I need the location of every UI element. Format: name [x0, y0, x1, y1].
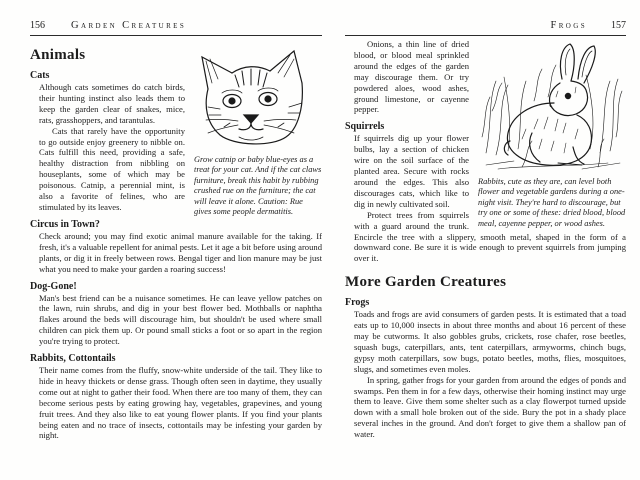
- subheading-cats: Cats: [30, 70, 50, 81]
- subheading-squirrels: Squirrels: [345, 121, 385, 133]
- paragraph: Cats that rarely have the opportunity to go outside enjoy greenery to nibble on. Cats fulfill this need, providing a safe, healthy distraction from nibbling on houseplants, some of which may be poisonous. Catnip, a perennial mint, is also a favorite of felines, who are stimulated by its leaves.: [39, 125, 185, 212]
- cat-figure-caption: Grow catnip or baby blue-eyes as a treat for your cat. And if the cat claws furniture, break this habit by rubbing crushed rue on the furniture; the cat will leave it alone. Caution: Rue gives some people dermatitis.: [194, 155, 322, 217]
- page-header-right: [345, 20, 626, 36]
- rabbit-figure-caption: Rabbits, cute as they are, can level both flower and vegetable gardens during a one-night visit. They're hard to discourage, but try one or some of these: dried blood, blood meal, cayenne pepper, or wood ashes.: [478, 177, 626, 228]
- page-number-right: 157: [611, 20, 626, 31]
- running-head-right: Frogs: [550, 20, 587, 31]
- paragraph: Protect trees from squirrels with a guard around the trunk. Encircle the tree with a slippery, smooth metal, shaped in the form of a downward cone. Be sure it is wide enough to prevent squirrels from jumping over it.: [354, 209, 626, 264]
- rabbit-illustration: [478, 41, 626, 173]
- page-right: [345, 20, 626, 440]
- cat-figure: [194, 49, 322, 217]
- heading-more-garden-creatures: More Garden Creatures: [345, 274, 507, 291]
- subheading-rabbits-cottontails: Rabbits, Cottontails: [30, 353, 116, 365]
- paragraph: Check around; you may find exotic animal manure available for the taking. If fresh, it's a valuable repellent for animal pests. Let it age a bit before using around plants, or dig it in freely between rows. Bengal tiger and lion manure may be just what you need to make your garden a roaring success!: [39, 230, 322, 274]
- subheading-dog-gone: Dog-Gone!: [30, 280, 77, 292]
- subheading-circus-in-town: Circus in Town?: [30, 218, 100, 230]
- page-left: [30, 20, 322, 441]
- page-header-left: [30, 20, 322, 36]
- heading-animals: Animals: [30, 47, 86, 63]
- paragraph: Although cats sometimes do catch birds, their hunting instinct also leads them to keep the garden clear of snakes, mice, rats, grasshoppers, and tarantulas.: [39, 82, 185, 125]
- paragraph: Man's best friend can be a nuisance sometimes. He can leave yellow patches on the lawn, ruin shrubs, and dig in your best flower bed. Mothballs or naphtha flakes around the beds will discourage him, but shouldn't be used where small children can pick them up. Or pound small sticks a foot or so apart in the region you're trying to protect.: [39, 292, 322, 347]
- page-number-left: 156: [30, 20, 45, 31]
- paragraph: If squirrels dig up your flower bulbs, lay a section of chicken wire on the soil surface of the planted area. Secure with rocks around the edges. This also discourages cats, which like to dig in newly cultivated soil.: [354, 133, 469, 209]
- rabbit-figure: [478, 41, 626, 229]
- page-right-content: [345, 39, 626, 440]
- paragraph: Onions, a thin line of dried blood, or blood meal sprinkled around the edges of the garden may discourage them. Or try powdered aloes, wood ashes, ground limestone, or cayenne pepper.: [354, 39, 469, 115]
- paragraph: Their name comes from the fluffy, snow-white underside of the tail. They like to hide in heavy thickets or dense grass. Though often seen in daytime, they usually come out at night to gather their food. When there are too many of them, they can become serious pests by eating growing hay, vegetables, grapevines, and young fruit trees. And they also like to eat young flower plants. If you find your plants being eaten and no trace of insects, cottontails may be infesting your garden by night.: [39, 365, 322, 441]
- section-frogs: [354, 309, 626, 440]
- page-left-content: [30, 47, 322, 441]
- section-dog: [39, 293, 322, 348]
- cat-illustration: [194, 49, 312, 151]
- paragraph: Toads and frogs are avid consumers of garden pests. It is estimated that a toad eats up to 10,000 insects in about three months and about 16 percent of these may be cutworms. It also gobbles grubs, crickets, rose chafer, rose beetles, squash bugs, caterpillars, ants, tent caterpillars, armyworms, chinch bugs, gypsy moth caterpillars, sow bugs, potato beetles, moths, flies, mosquitoes, slugs, and sometimes even moles.: [354, 309, 626, 374]
- paragraph: In spring, gather frogs for your garden from around the edges of ponds and swamps. Pen them in for a few days, otherwise their homing instinct may urge them to leave. Give them some shelter such as a clay flowerpot turned upside down with a small hole broken out of the side. Bury the pot in a shady place several inches in the ground. And don't forget to give them a shallow pan of water.: [354, 374, 626, 440]
- running-head-left: Garden Creatures: [71, 20, 187, 31]
- section-circus: [39, 231, 322, 275]
- section-rabbits: [39, 365, 322, 441]
- subheading-frogs: Frogs: [345, 297, 370, 309]
